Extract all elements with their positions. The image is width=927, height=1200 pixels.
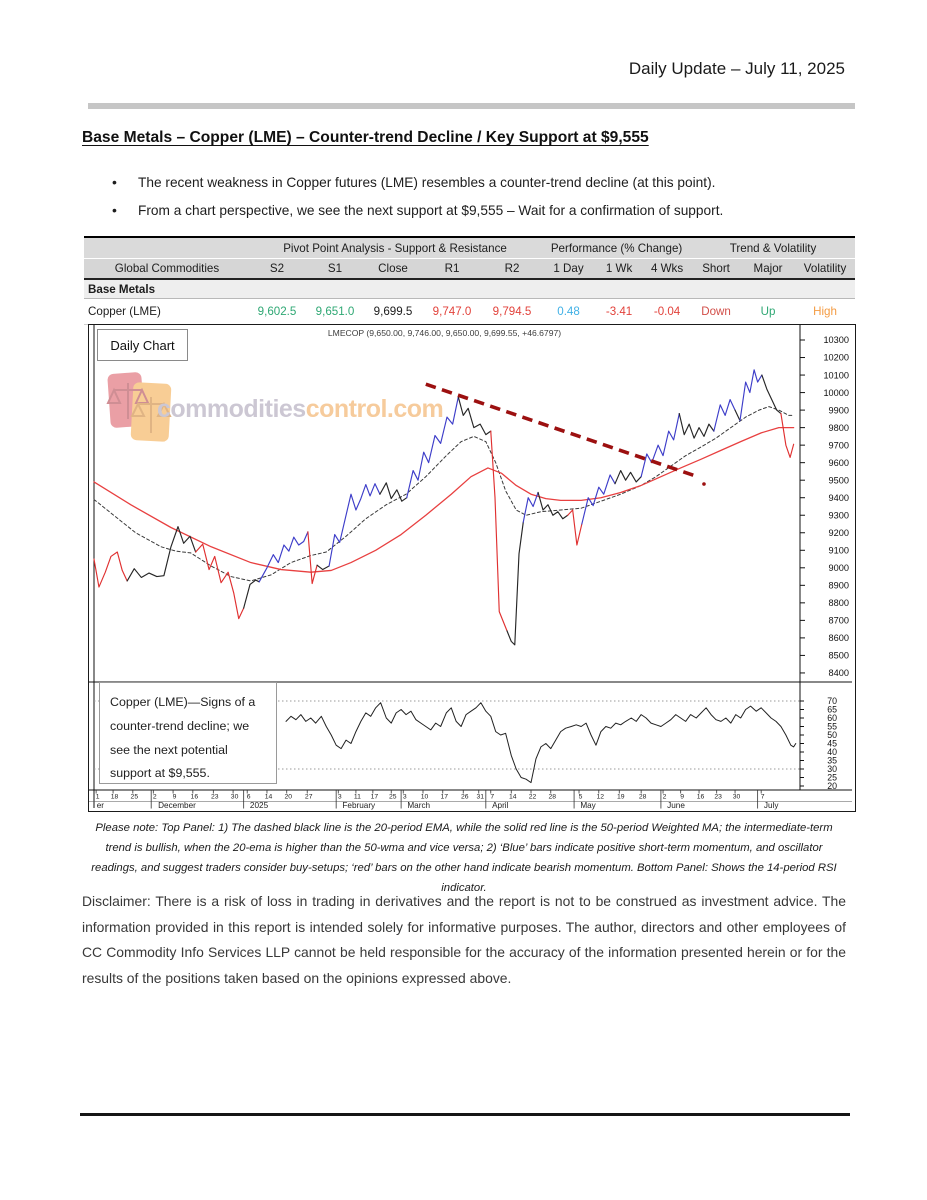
svg-text:50: 50 [827, 730, 837, 740]
svg-text:10100: 10100 [823, 370, 849, 381]
svg-text:23: 23 [714, 793, 722, 801]
svg-text:8500: 8500 [828, 650, 849, 661]
table-value-cell: 9,747.0 [422, 299, 482, 325]
svg-text:9200: 9200 [828, 527, 849, 538]
table-value-cell: -0.04 [643, 299, 691, 325]
svg-text:16: 16 [190, 793, 199, 801]
table-group-trend: Trend & Volatility [691, 237, 855, 259]
col-header: Global Commodities [84, 259, 248, 280]
svg-text:17: 17 [370, 793, 379, 801]
svg-text:10200: 10200 [823, 352, 849, 363]
col-header: 1 Wk [595, 259, 643, 280]
svg-text:9600: 9600 [828, 457, 849, 468]
col-header: 4 Wks [643, 259, 691, 280]
table-row-copper [84, 299, 855, 325]
svg-text:2: 2 [152, 793, 157, 801]
disclaimer-text: Disclaimer: There is a risk of loss in trading in derivatives and the report is not to be construed as investment advice. The information provided in this report is intended solely for informative purposes. The author, directors and other employees of CC Commodity Info Services LLP cannot be held responsible for the accuracy of the information presented herein or for the results of the positions taken based on the opinions expressed above. [82, 893, 846, 986]
daily-chart-label: Daily Chart [97, 329, 188, 361]
svg-text:30: 30 [732, 793, 741, 801]
table-section-label: Base Metals [84, 279, 855, 299]
col-header: Volatility [795, 259, 855, 280]
chart-footnote: Please note: Top Panel: 1) The dashed black line is the 20-period EMA, while the solid red line is the 50-period Weighted MA; the intermediate-term trend is bullish, when the 20-ema is higher than the 50-wma and vice versa; 2) ‘Blue’ bars indicate positive short-term momentum, and oscillator readings, and suggest traders consider buy-setups; ‘red’ bars on the other hand indicate bearish momentum. Bottom Panel: Shows the 14-period RSI indicator. [91, 822, 837, 895]
svg-text:19: 19 [616, 793, 625, 801]
svg-text:March: March [407, 801, 431, 810]
svg-text:1: 1 [95, 793, 100, 801]
svg-text:8800: 8800 [828, 598, 849, 609]
bullet-list [104, 173, 844, 229]
chart-frame [88, 324, 856, 812]
svg-text:9800: 9800 [828, 422, 849, 433]
col-header: R2 [482, 259, 542, 280]
svg-text:25: 25 [130, 793, 139, 801]
col-header: 1 Day [542, 259, 595, 280]
svg-text:17: 17 [440, 793, 449, 801]
bullet-item: • The recent weakness in Copper futures (LME) resembles a counter-trend decline (at this point). [104, 173, 844, 192]
table-column-header-row [84, 259, 855, 280]
svg-text:40: 40 [827, 747, 837, 757]
svg-text:14: 14 [264, 793, 273, 801]
table-value-cell: High [795, 299, 855, 325]
svg-text:8600: 8600 [828, 633, 849, 644]
svg-text:20: 20 [827, 781, 837, 791]
svg-text:27: 27 [304, 793, 313, 801]
svg-text:9: 9 [172, 793, 177, 801]
svg-text:5: 5 [578, 793, 583, 801]
svg-text:14: 14 [508, 793, 517, 801]
header-divider [88, 103, 855, 109]
watermark-text: commoditiescontrol.com [157, 395, 444, 423]
svg-text:55: 55 [827, 721, 837, 732]
svg-text:7: 7 [490, 793, 495, 801]
svg-text:28: 28 [638, 793, 647, 801]
table-section-row [84, 279, 855, 299]
col-header: Short [691, 259, 741, 280]
svg-text:31: 31 [476, 793, 485, 801]
table-value-cell: -3.41 [595, 299, 643, 325]
pivot-table [84, 236, 855, 325]
svg-text:9100: 9100 [828, 545, 849, 556]
table-cell [84, 237, 248, 259]
svg-text:June: June [667, 801, 685, 810]
svg-text:20: 20 [284, 793, 293, 801]
svg-text:May: May [580, 801, 596, 810]
svg-text:60: 60 [827, 713, 837, 723]
svg-text:10000: 10000 [823, 387, 849, 398]
svg-text:10300: 10300 [823, 335, 849, 346]
svg-text:9500: 9500 [828, 475, 849, 486]
svg-text:22: 22 [528, 793, 537, 801]
svg-text:16: 16 [696, 793, 705, 801]
chart-title: LMECOP (9,650.00, 9,746.00, 9,650.00, 9,699.55, +46.6797) [327, 328, 562, 338]
bullet-item: • From a chart perspective, we see the next support at $9,555 – Wait for a confirmation of support. [104, 201, 844, 220]
report-header: Daily Update – July 11, 2025 [628, 59, 845, 78]
svg-text:30: 30 [230, 793, 239, 801]
table-value-cell: 9,651.0 [306, 299, 364, 325]
svg-text:35: 35 [827, 755, 837, 766]
commodity-name-cell: Copper (LME) [84, 299, 248, 325]
svg-text:25: 25 [388, 793, 397, 801]
table-value-cell: 9,602.5 [248, 299, 306, 325]
svg-text:12: 12 [596, 793, 605, 801]
col-header: S2 [248, 259, 306, 280]
svg-text:18: 18 [110, 793, 119, 801]
svg-text:December: December [158, 801, 196, 810]
svg-text:February: February [342, 801, 376, 810]
svg-text:30: 30 [827, 764, 837, 774]
col-header: R1 [422, 259, 482, 280]
svg-text:April: April [492, 801, 509, 810]
col-header: Major [741, 259, 795, 280]
table-value-cell: Up [741, 299, 795, 325]
table-value-cell: 0.48 [542, 299, 595, 325]
svg-text:3: 3 [337, 793, 342, 801]
svg-text:9000: 9000 [828, 563, 849, 574]
table-value-cell: 9,794.5 [482, 299, 542, 325]
svg-text:9700: 9700 [828, 440, 849, 451]
svg-text:6: 6 [246, 793, 251, 801]
svg-text:er: er [96, 801, 104, 810]
section-title: Base Metals – Copper (LME) – Counter-trend Decline / Key Support at $9,555 [82, 129, 649, 146]
svg-text:45: 45 [827, 738, 837, 749]
svg-text:8700: 8700 [828, 615, 849, 626]
col-header: S1 [306, 259, 364, 280]
table-value-cell: Down [691, 299, 741, 325]
table-value-cell: 9,699.5 [364, 299, 422, 325]
svg-text:25: 25 [827, 772, 837, 783]
svg-text:8900: 8900 [828, 580, 849, 591]
svg-text:3: 3 [402, 793, 407, 801]
svg-text:2025: 2025 [249, 801, 269, 810]
svg-text:2: 2 [662, 793, 667, 801]
svg-text:26: 26 [460, 793, 469, 801]
chart-annotation: Copper (LME)—Signs of a counter-trend decline; we see the next potential support at $9,555. [99, 682, 277, 784]
table-group-header-row [84, 237, 855, 259]
svg-text:28: 28 [548, 793, 557, 801]
table-group-pivot: Pivot Point Analysis - Support & Resistance [248, 237, 542, 259]
svg-text:7: 7 [760, 793, 765, 801]
svg-text:9300: 9300 [828, 510, 849, 521]
col-header: Close [364, 259, 422, 280]
svg-text:65: 65 [827, 704, 837, 715]
svg-text:70: 70 [827, 696, 837, 706]
svg-text:9: 9 [680, 793, 685, 801]
svg-text:11: 11 [353, 793, 361, 801]
svg-text:9900: 9900 [828, 405, 849, 416]
svg-text:9400: 9400 [828, 492, 849, 503]
footer-rule [80, 1113, 850, 1116]
svg-text:10: 10 [420, 793, 429, 801]
svg-text:23: 23 [211, 793, 219, 801]
svg-text:8400: 8400 [828, 668, 849, 679]
table-group-performance: Performance (% Change) [542, 237, 691, 259]
svg-text:July: July [763, 801, 779, 810]
